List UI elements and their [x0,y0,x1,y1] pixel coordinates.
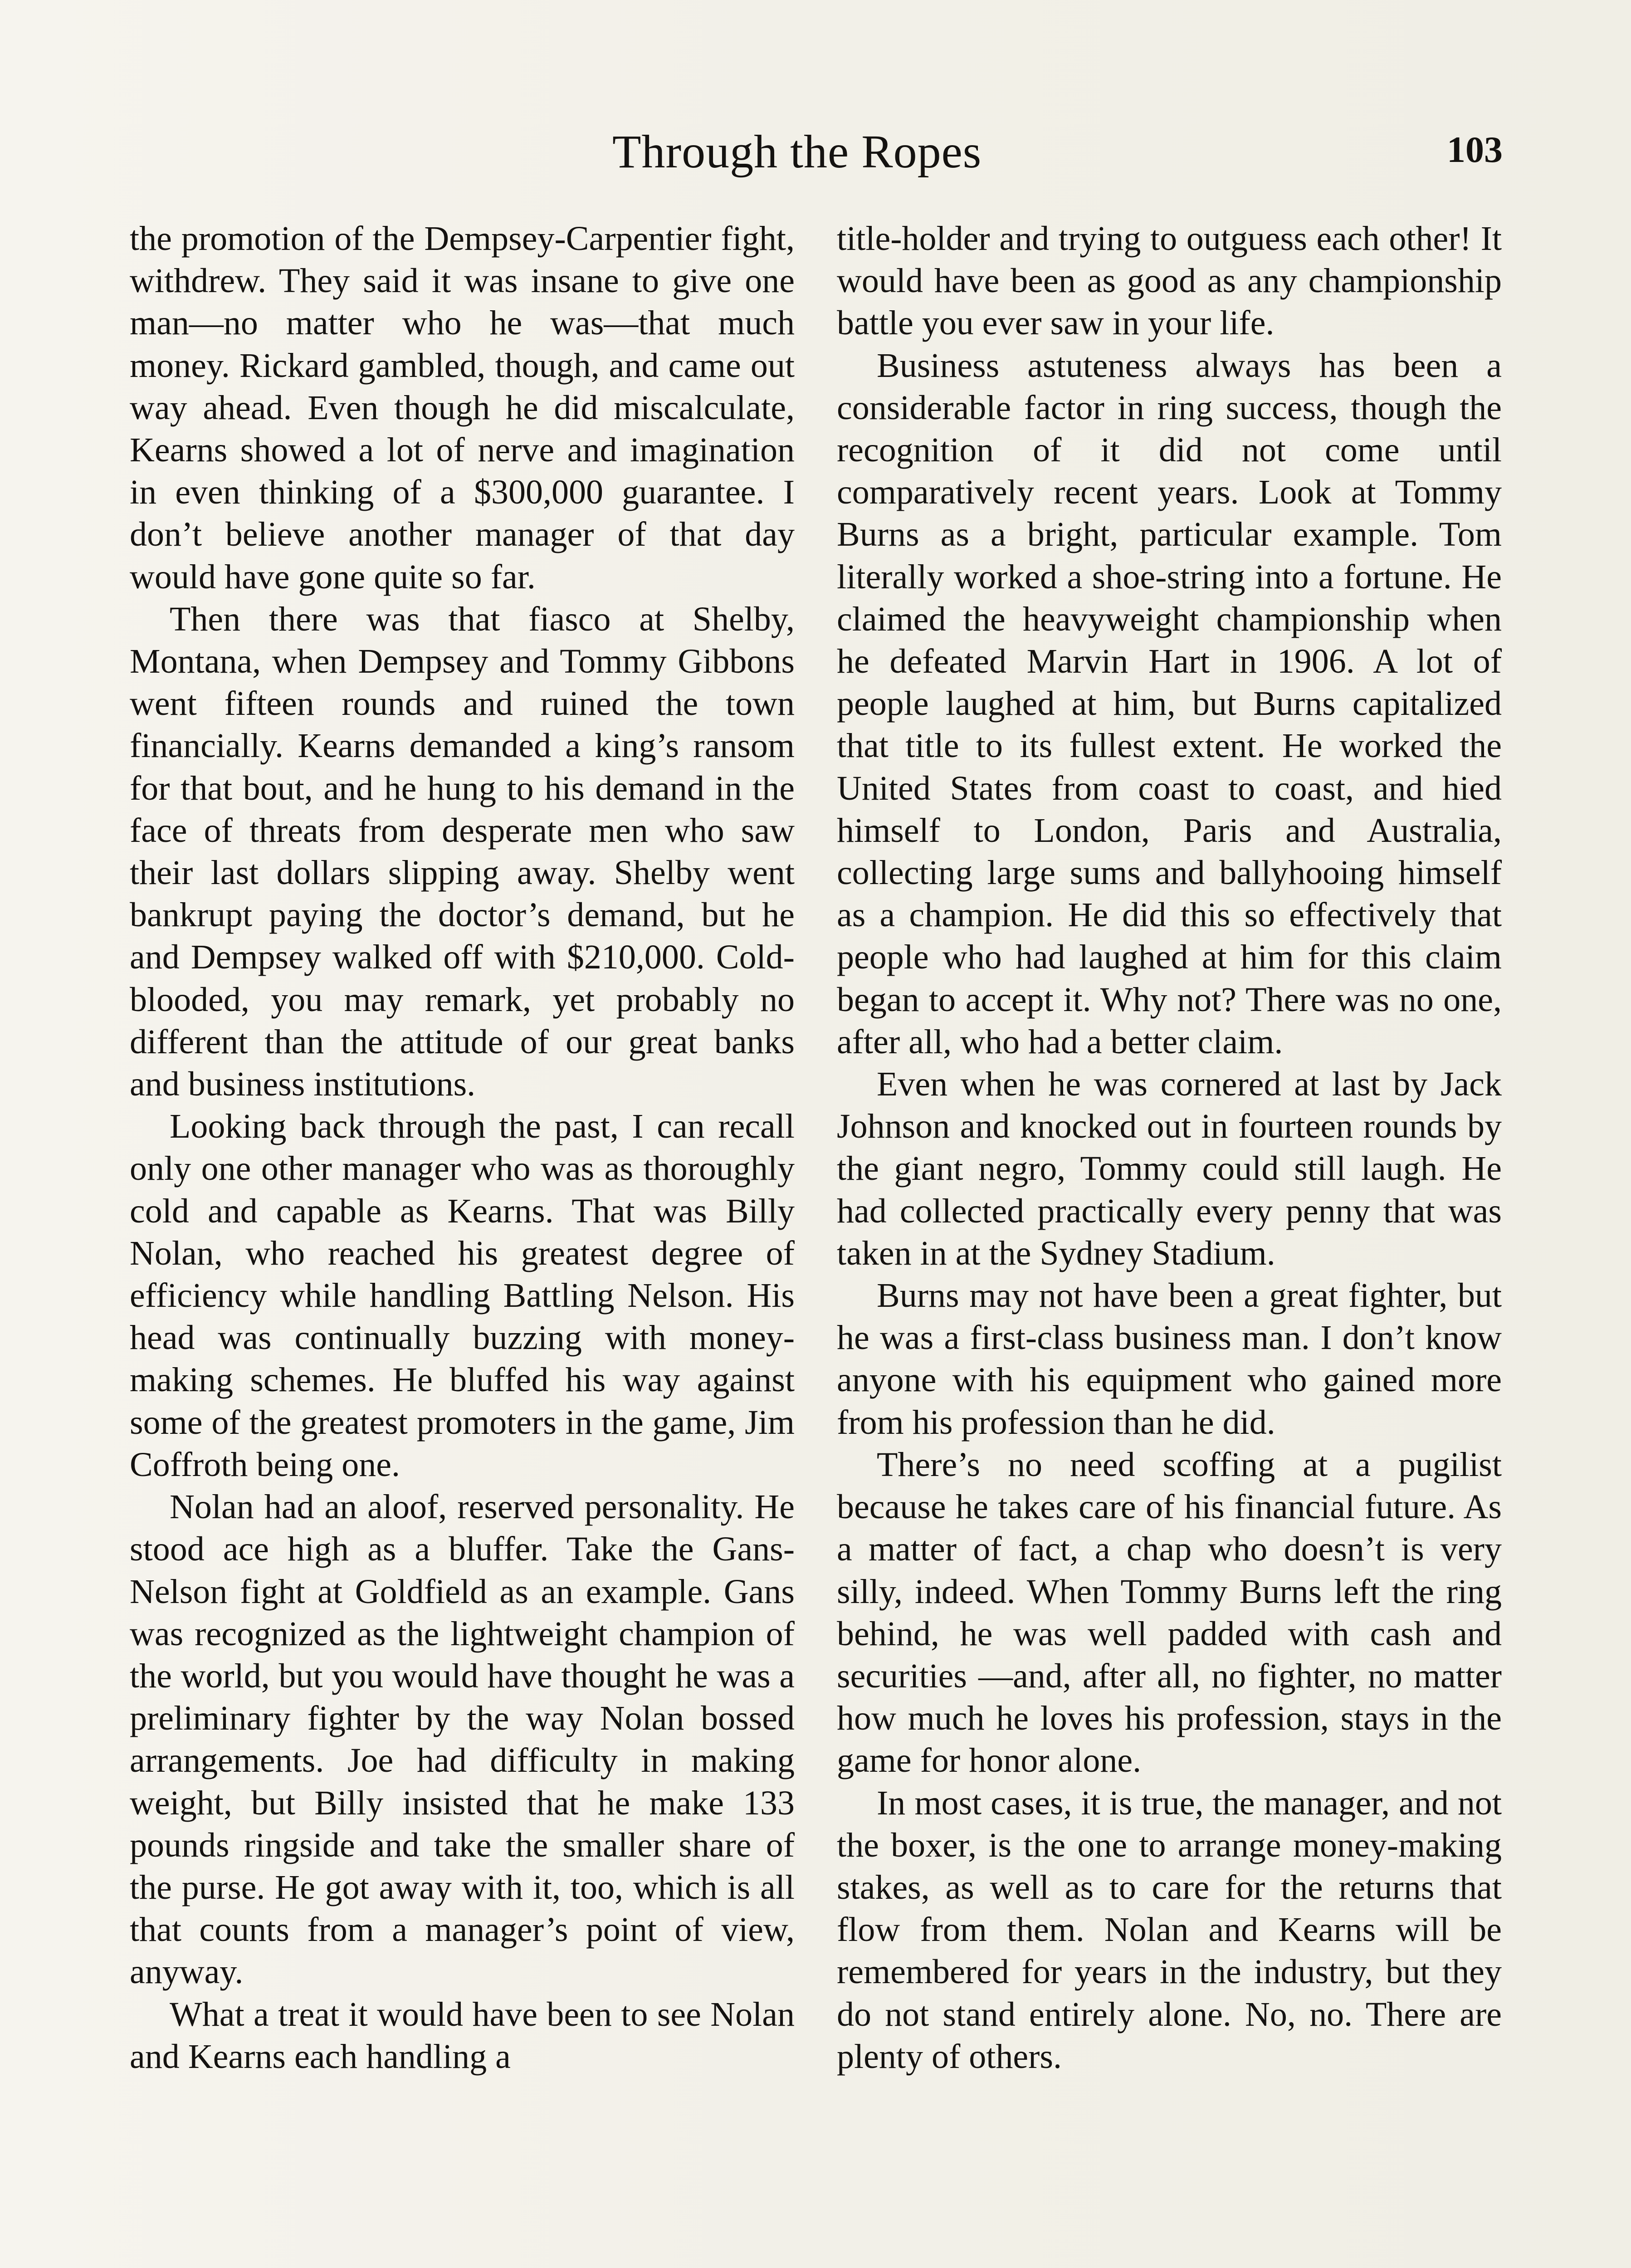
paragraph: What a treat it would have been to see Nolan and Kearns each handling a [130,1995,795,2076]
paragraph: Then there was that fiasco at Shelby, Montana, when Dempsey and Tommy Gibbons went fifteen rounds and ruined the town financially. Kearns demanded a king’s ransom for that bout, and he hung to his demand in the face of threats from desperate men who saw their last dollars slipping away. Shelby went bankrupt paying the doctor’s demand, but he and Dempsey walked off with $210,000. Cold-blooded, you may remark, yet probably no different than the attitude of our great banks and business institutions. [130,600,795,1104]
running-title: Through the Ropes [612,126,982,178]
right-column [837,218,1502,2078]
paragraph: the promotion of the Dempsey-Carpentier fight, withdrew. They said it was insane to give one man—no matter who he was—that much money. Rickard gambled, though, and came out way ahead. Even though he did miscalculate, Kearns showed a lot of nerve and imagination in even thinking of a $300,000 guarantee. I don’t believe another manager of that day would have gone quite so far. [130,220,795,596]
paragraph: Burns may not have been a great fighter, but he was a first-class business man. I don’t know anyone with his equipment who gained more from his profession than he did. [837,1276,1502,1442]
page-number: 103 [1447,129,1503,170]
paragraph: Business astuteness always has been a considerable factor in ring success, though the recognition of it did not come until comparatively recent years. Look at Tommy Burns as a bright, particular example. Tom literally worked a shoe-string into a fortune. He claimed the heavyweight championship when he defeated Marvin Hart in 1906. A lot of people laughed at him, but Burns capitalized that title to its fullest extent. He worked the United States from coast to coast, and hied himself to London, Paris and Australia, collecting large sums and ballyhooing himself as a champion. He did this so effectively that people who had laughed at him for this claim began to accept it. Why not? There was no one, after all, who had a better claim. [837,346,1502,1061]
page-header [0,120,1631,184]
paragraph: In most cases, it is true, the manager, and not the boxer, is the one to arrange money-making stakes, as well as to care for the returns that flow from them. Nolan and Kearns will be remembered for years in the industry, but they do not stand entirely alone. No, no. There are plenty of others. [837,1784,1502,2076]
left-column [130,218,795,2078]
paragraph: Nolan had an aloof, reserved personality. He stood ace high as a bluffer. Take the Gans-Nelson fight at Goldfield as an example. Gans was recognized as the lightweight champion of the world, but you would have thought he was a preliminary fighter by the way Nolan bossed arrangements. Joe had difficulty in making weight, but Billy insisted that he make 133 pounds ringside and take the smaller share of the purse. He got away with it, too, which is all that counts from a manager’s point of view, anyway. [130,1488,795,1991]
paragraph: There’s no need scoffing at a pugilist because he takes care of his financial future. As a matter of fact, a chap who doesn’t is very silly, indeed. When Tommy Burns left the ring behind, he was well padded with cash and securities —and, after all, no fighter, no matter how much he loves his profession, stays in the game for honor alone. [837,1445,1502,1780]
paragraph: Looking back through the past, I can recall only one other manager who was as thoroughly cold and capable as Kearns. That was Billy Nolan, who reached his greatest degree of efficiency while handling Battling Nelson. His head was continually buzzing with money-making schemes. He bluffed his way against some of the greatest promoters in the game, Jim Coffroth being one. [130,1107,795,1484]
paragraph: title-holder and trying to outguess each other! It would have been as good as any championship battle you ever saw in your life. [837,220,1502,342]
paragraph: Even when he was cornered at last by Jack Johnson and knocked out in fourteen rounds by the giant negro, Tommy could still laugh. He had collected practically every penny that was taken in at the Sydney Stadium. [837,1065,1502,1272]
